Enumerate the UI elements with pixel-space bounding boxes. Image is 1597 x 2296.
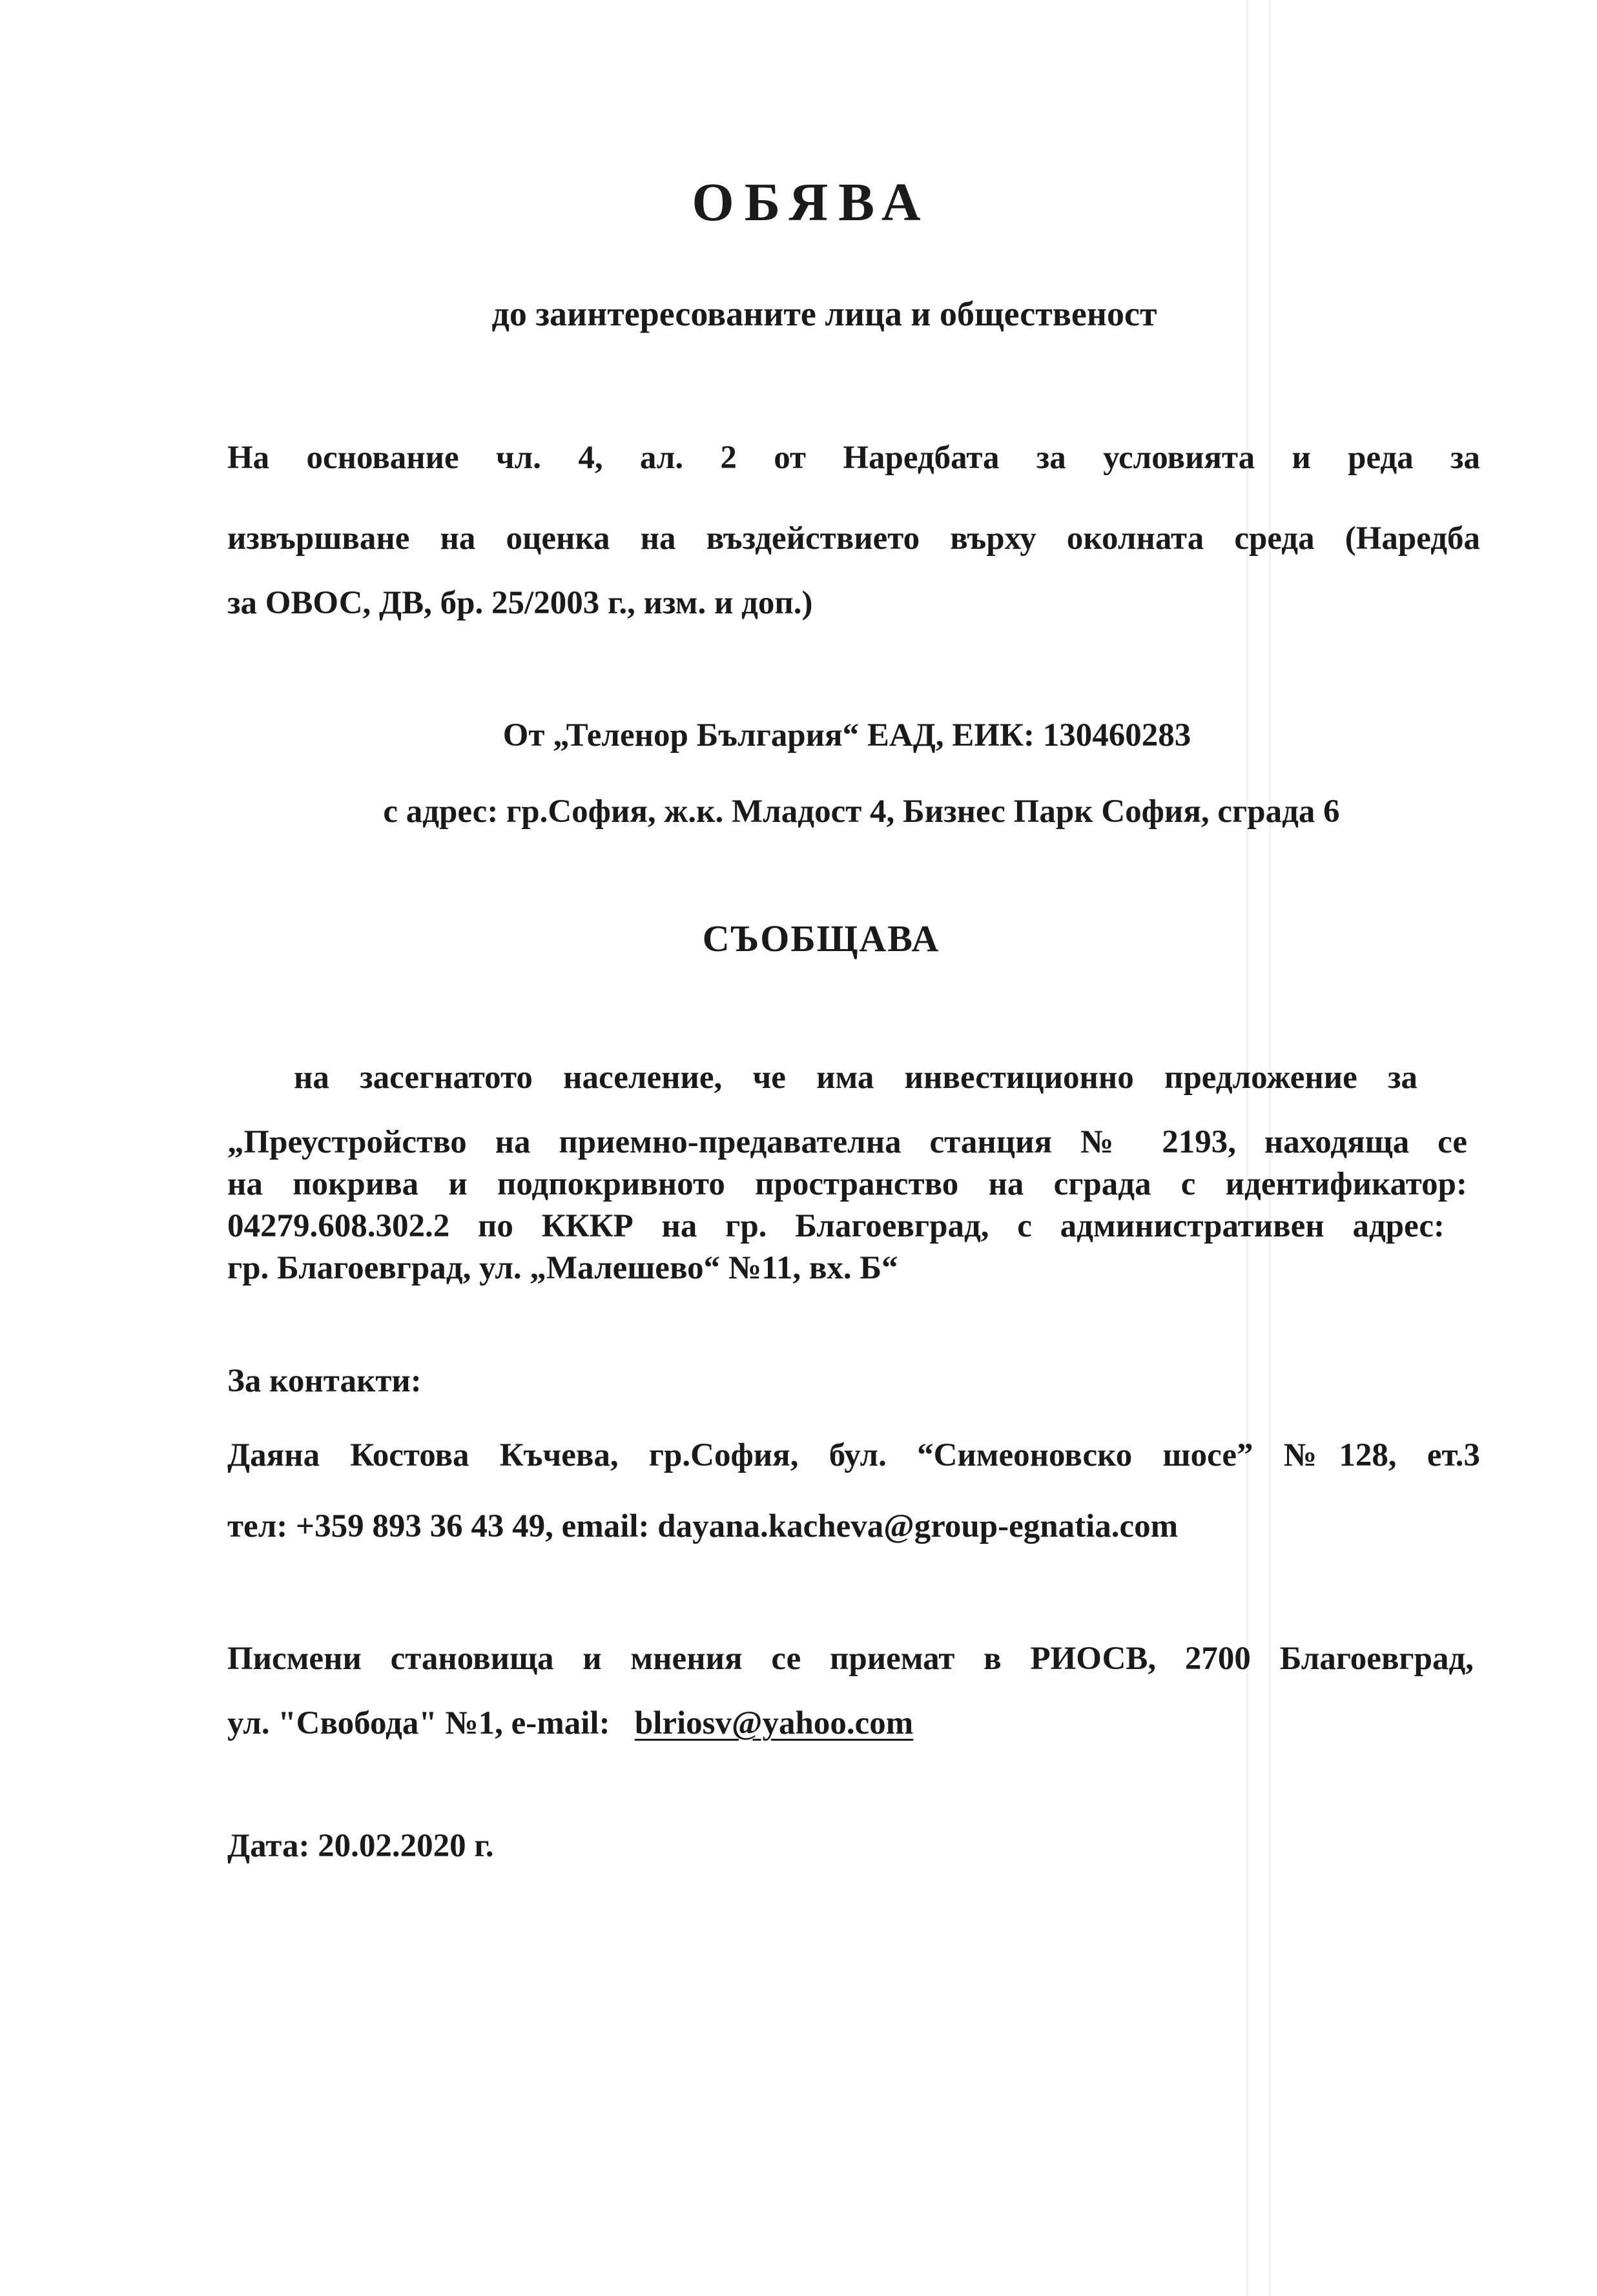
announce-heading: СЪОБЩАВА [702,917,940,959]
opinions-line-2 [227,1705,913,1742]
legal-basis-line-1: На основание чл. 4, ал. 2 от Наредбата за условията и реда за [227,440,1480,476]
opinions-address: ул. "Свобода" №1, e-mail: [227,1705,610,1741]
proposal-line-5: гр. Благоевград, ул. „Малешево“ №11, вх. Б“ [227,1250,898,1286]
proposal-line-1: на засегнатото население, че има инвестиционно предложение за [294,1060,1417,1096]
document-subtitle: до заинтересованите лица и общественост [491,294,1157,333]
applicant-line-1: От „Теленор България“ ЕАД, ЕИК: 130460283 [502,717,1191,753]
riosv-email-link[interactable]: blriosv@yahoo.com [634,1705,914,1741]
legal-basis-line-2: извършване на оценка на въздействието върху околната среда (Наредба [227,520,1480,557]
proposal-line-3: на покрива и подпокривното пространство на сграда с идентификатор: [227,1166,1467,1202]
legal-basis-line-3: за ОВОС, ДВ, бр. 25/2003 г., изм. и доп.) [227,585,813,621]
opinions-line-1: Писмени становища и мнения се приемат в РИОСВ, 2700 Благоевград, [227,1641,1474,1677]
proposal-line-2: „Преустройство на приемно-предавателна станция № 2193, находяща се [227,1124,1467,1160]
applicant-address: с адрес: гр.София, ж.к. Младост 4, Бизнес Парк София, сграда 6 [383,794,1340,830]
contacts-heading: За контакти: [227,1363,422,1399]
document-title: ОБЯВА [692,172,931,232]
contacts-person: Даяна Костова Къчева, гр.София, бул. “Симеоновско шосе” №128, ет.3 [227,1437,1480,1473]
document-date: Дата: 20.02.2020 г. [227,1828,494,1864]
contacts-phone-email: тел: +359 893 36 43 49, email: dayana.kacheva@group-egnatia.com [227,1508,1179,1544]
proposal-line-4: 04279.608.302.2 по КККР на гр. Благоевград, с административен адрес: [227,1208,1445,1244]
